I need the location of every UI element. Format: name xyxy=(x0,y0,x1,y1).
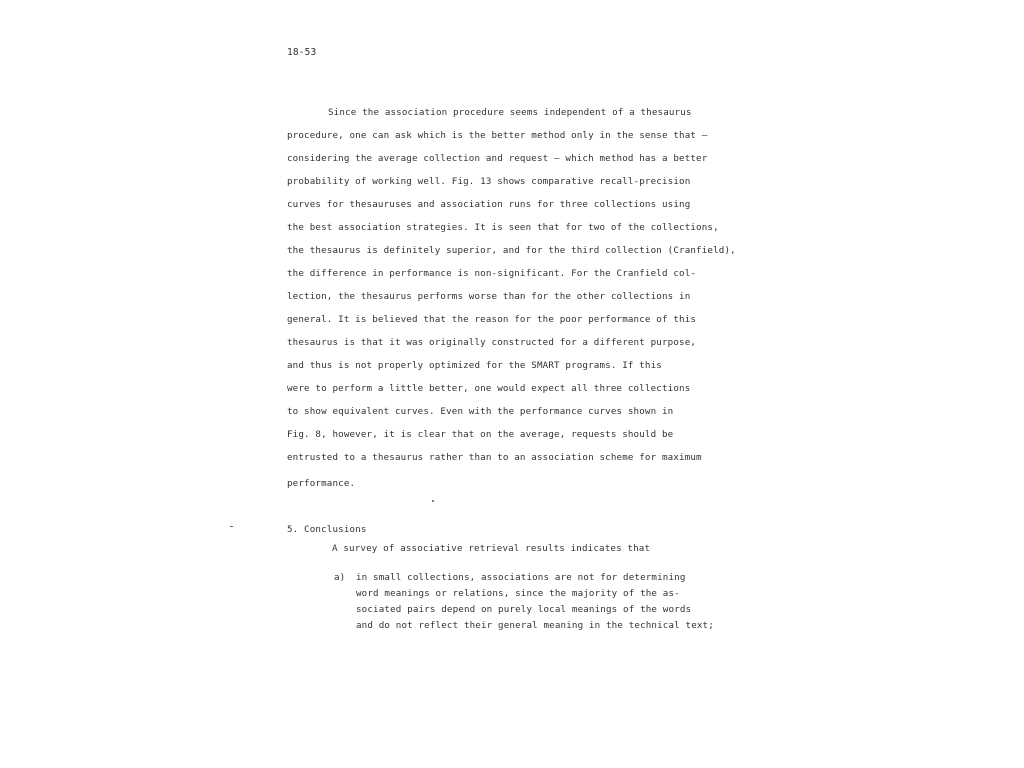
paragraph-line: to show equivalent curves. Even with the performance curves shown in xyxy=(287,406,674,417)
paragraph-line: lection, the thesaurus performs worse than for the other collections in xyxy=(287,291,691,302)
paragraph-line: and thus is not properly optimized for the SMART programs. If this xyxy=(287,360,662,371)
paragraph-line: thesaurus is that it was originally constructed for a different purpose, xyxy=(287,337,697,348)
paragraph-line: entrusted to a thesaurus rather than to an association scheme for maximum xyxy=(287,452,702,463)
list-item-line: in small collections, associations are not for determining xyxy=(356,572,686,583)
scan-speck xyxy=(230,526,233,527)
scan-speck xyxy=(432,500,434,502)
section-heading: 5. Conclusions xyxy=(287,524,367,535)
section-intro: A survey of associative retrieval results indicates that xyxy=(332,543,651,554)
paragraph-line: Fig. 8, however, it is clear that on the average, requests should be xyxy=(287,429,674,440)
page-number: 18-53 xyxy=(287,47,317,58)
paragraph-line: were to perform a little better, one would expect all three collections xyxy=(287,383,691,394)
paragraph-line: the difference in performance is non-significant. For the Cranfield col- xyxy=(287,268,697,279)
paragraph-line: procedure, one can ask which is the better method only in the sense that — xyxy=(287,130,708,141)
list-item-line: word meanings or relations, since the majority of the as- xyxy=(356,588,680,599)
paragraph-line: the thesaurus is definitely superior, and for the third collection (Cranfield), xyxy=(287,245,736,256)
paragraph-line: probability of working well. Fig. 13 shows comparative recall-precision xyxy=(287,176,691,187)
list-item-line: sociated pairs depend on purely local meanings of the words xyxy=(356,604,692,615)
list-item-marker: a) xyxy=(334,572,346,583)
paragraph-line: performance. xyxy=(287,478,356,489)
paragraph-line: curves for thesauruses and association runs for three collections using xyxy=(287,199,691,210)
paragraph-line: Since the association procedure seems independent of a thesaurus xyxy=(328,107,692,118)
paragraph-line: general. It is believed that the reason for the poor performance of this xyxy=(287,314,697,325)
paragraph-line: considering the average collection and request — which method has a better xyxy=(287,153,708,164)
paragraph-line: the best association strategies. It is seen that for two of the collections, xyxy=(287,222,719,233)
list-item-line: and do not reflect their general meaning in the technical text; xyxy=(356,620,714,631)
